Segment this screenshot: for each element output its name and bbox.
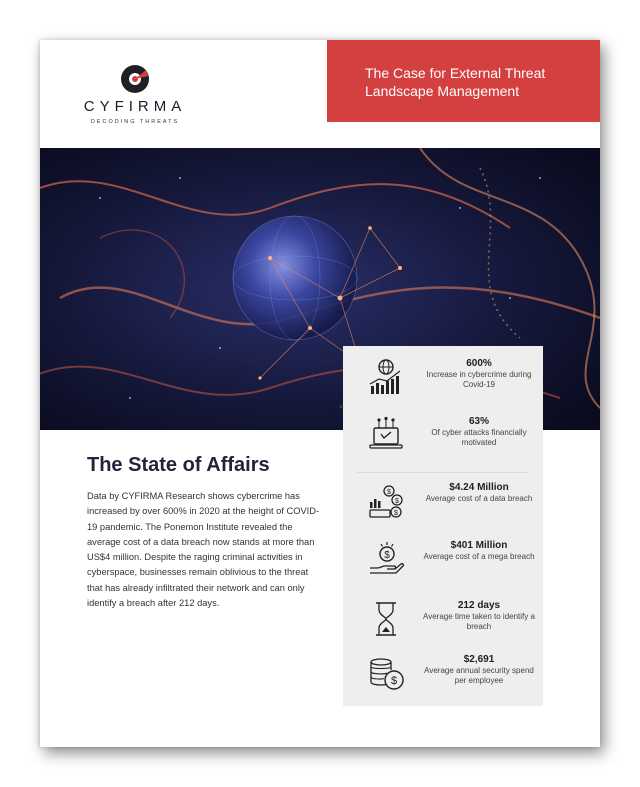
stat-item: [343, 354, 543, 410]
stat-description: Average cost of a data breach: [425, 494, 533, 503]
brochure-page: [40, 40, 600, 747]
document-title: The Case for External Threat Landscape Management: [365, 65, 546, 99]
stat-value: $2,691: [463, 654, 495, 665]
stat-value: $4.24 Million: [449, 482, 509, 493]
cyfirma-logo: [80, 64, 190, 125]
stat-item: [343, 650, 543, 706]
stat-value: $401 Million: [450, 540, 508, 551]
body-paragraph: Data by CYFIRMA Research shows cybercrime has increased by over 600% in 2020 at the height of COVID-19 pandemic. The Ponemon Institute revealed the average cost of a data breach now stands at more than US$4 million. Despite the raging criminal activities in cyberspace, businesses remain oblivious to the threat that has already infiltrated their network and can only identify a breach after 212 days.: [87, 491, 320, 609]
stat-item: [343, 412, 543, 468]
svg-text:$: $: [394, 510, 398, 517]
svg-text:$: $: [387, 489, 391, 496]
stat-value: 600%: [466, 358, 492, 369]
coin-stack-icon: [367, 654, 405, 692]
brand-name: CYFIRMA: [83, 98, 187, 115]
stats-panel: [343, 346, 543, 706]
stat-item: [343, 596, 543, 652]
hourglass-icon: [367, 600, 405, 638]
section-heading: The State of Affairs: [87, 454, 270, 476]
stat-item: [343, 478, 543, 534]
stat-description: Increase in cybercrime during Covid-19: [426, 370, 532, 389]
brand-tagline: DECODING THREATS: [90, 119, 180, 125]
globe-growth-chart-icon: [367, 358, 405, 396]
svg-text:$: $: [390, 675, 398, 687]
svg-text:$: $: [395, 498, 399, 505]
hand-dollar-coin-icon: [367, 540, 405, 578]
svg-text:$: $: [384, 550, 390, 561]
coins-money-icon: [367, 482, 405, 520]
logo-mark-icon: [120, 64, 150, 94]
stat-description: Average cost of a mega breach: [423, 552, 535, 561]
stat-description: Average annual security spend per employee: [424, 666, 534, 685]
laptop-network-icon: [367, 416, 405, 454]
title-banner: [327, 40, 600, 122]
stat-item: [343, 536, 543, 592]
stat-value: 212 days: [457, 600, 501, 611]
stat-value: 63%: [468, 416, 489, 427]
divider: [357, 472, 529, 473]
stat-description: Average time taken to identify a breach: [423, 612, 535, 631]
stat-description: Of cyber attacks financially motivated: [431, 428, 527, 447]
